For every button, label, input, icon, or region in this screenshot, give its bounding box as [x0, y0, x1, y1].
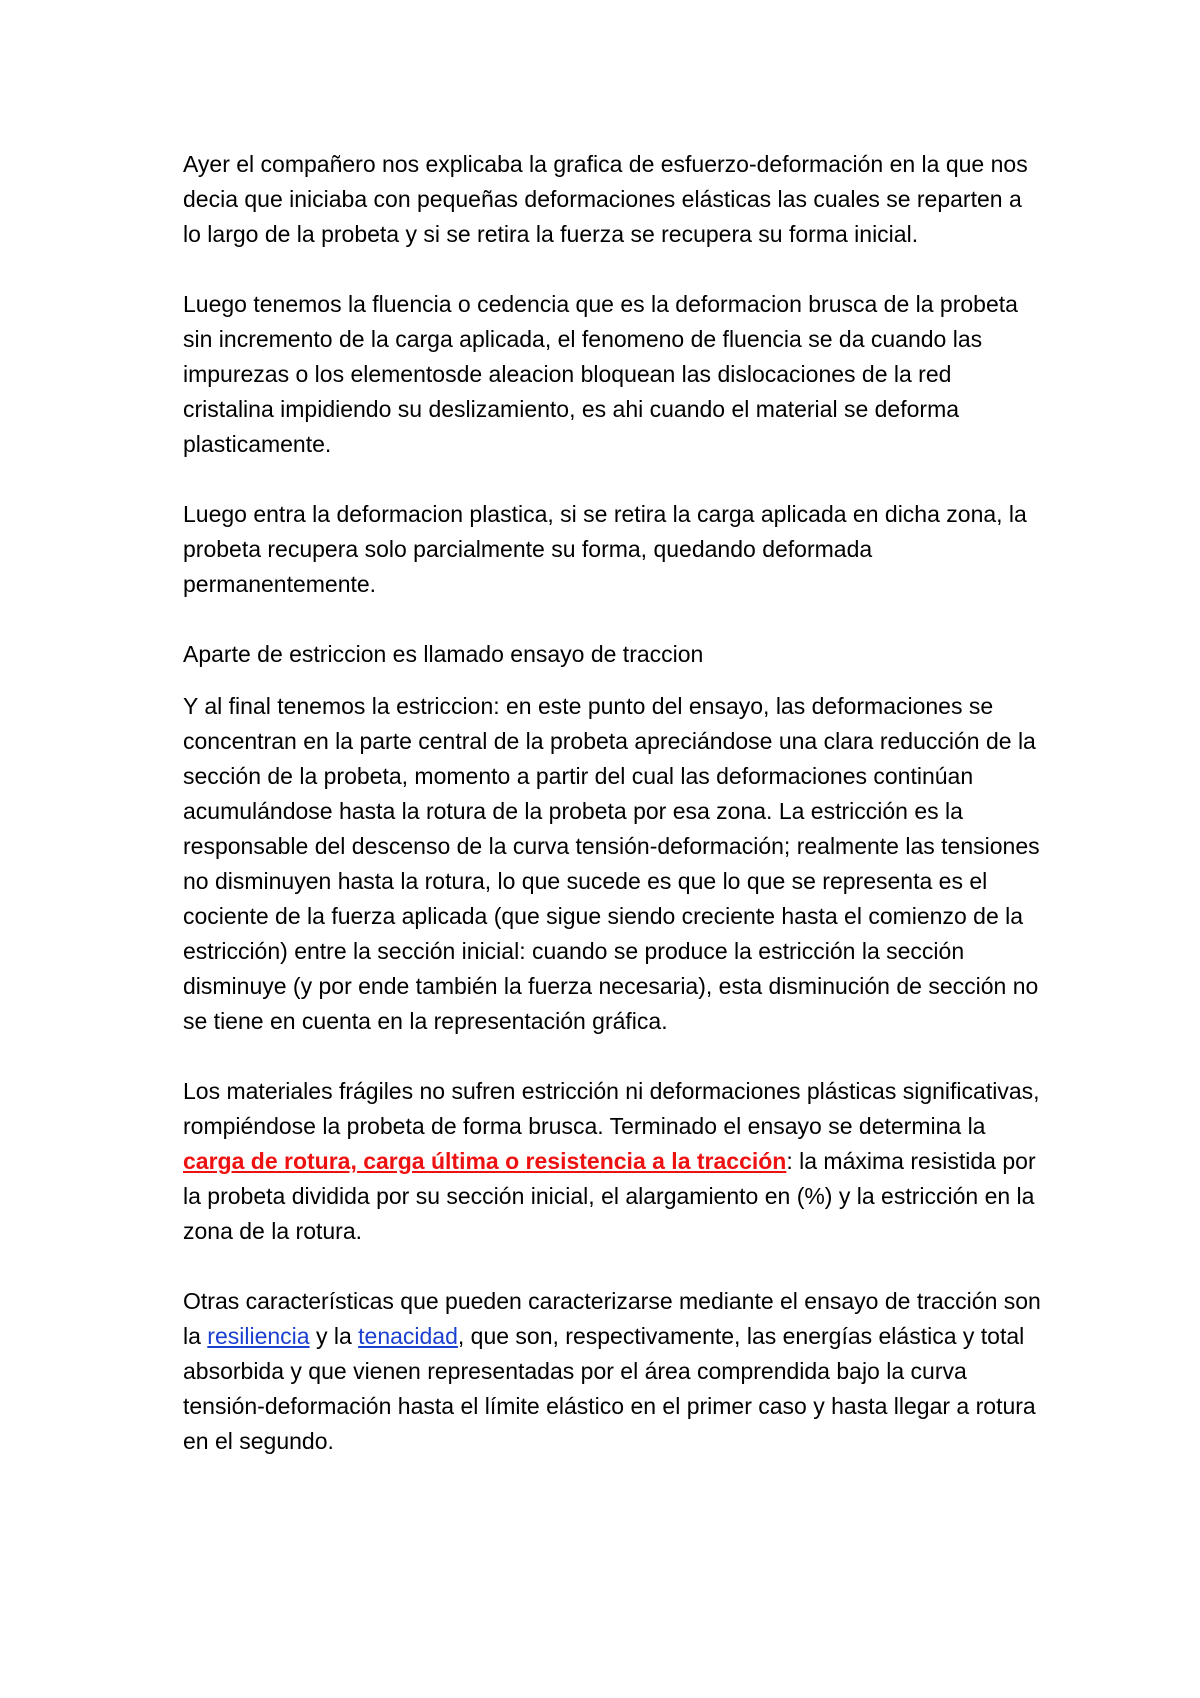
paragraph-ensayo-traccion: Aparte de estriccion es llamado ensayo de traccion — [183, 641, 704, 667]
paragraph-deformacion-plastica: Luego entra la deformacion plastica, si se retira la carga aplicada en dicha zona, la probeta recupera solo parcialmente su forma, quedando deformada permanentemente. — [183, 501, 1027, 597]
paragraph-estriccion: Y al final tenemos la estriccion: en este punto del ensayo, las deformaciones se concentran en la parte central de la probeta apreciándose una clara reducción de la sección de la probeta, momento a partir del cual las deformaciones continúan acumulándose hasta la rotura de la probeta por esa zona. La estricción es la responsable del descenso de la curva tensión-deformación; realmente las tensiones no disminuyen hasta la rotura, lo que sucede es que lo que se representa es el cociente de la fuerza aplicada (que sigue siendo creciente hasta el comienzo de la estricción) entre la sección inicial: cuando se produce la estricción la sección disminuye (y por ende también la fuerza necesaria), esta disminución de sección no se tiene en cuenta en la representación gráfica. — [183, 693, 1040, 1034]
link-resiliencia[interactable]: resiliencia — [207, 1323, 310, 1349]
link-carga-de-rotura[interactable]: carga de rotura, carga última o resistencia a la tracción — [183, 1148, 787, 1174]
document-body — [183, 147, 1043, 1494]
link-tenacidad[interactable]: tenacidad — [358, 1323, 458, 1349]
text-otras-before: Otras características que pueden caracterizarse mediante el ensayo de tracción son la — [183, 1288, 1041, 1349]
text-otras-after: , que son, respectivamente, las energías elástica y total absorbida y que vienen representadas por el área comprendida bajo la curva tensión-deformación hasta el límite elástico en el primer caso y hasta llegar a rotura en el segundo. — [183, 1323, 1036, 1454]
paragraph-otras-caracteristicas — [183, 1284, 1043, 1459]
paragraph-materiales-fragiles — [183, 1074, 1043, 1249]
text-fragiles-after: : la máxima resistida por la probeta dividida por su sección inicial, el alargamiento en (%) y la estricción en la zona de la rotura. — [183, 1148, 1036, 1244]
paragraph-fluencia: Luego tenemos la fluencia o cedencia que es la deformacion brusca de la probeta sin incremento de la carga aplicada, el fenomeno de fluencia se da cuando las impurezas o los elementosde aleacion bloquean las dislocaciones de la red cristalina impidiendo su deslizamiento, es ahi cuando el material se deforma plasticamente. — [183, 291, 1018, 457]
text-otras-middle: y la — [309, 1323, 359, 1349]
text-fragiles-before: Los materiales frágiles no sufren estricción ni deformaciones plásticas significativas, rompiéndose la probeta de forma brusca. Terminado el ensayo se determina la — [183, 1078, 1040, 1139]
paragraph-intro: Ayer el compañero nos explicaba la grafica de esfuerzo-deformación en la que nos decia que iniciaba con pequeñas deformaciones elásticas las cuales se reparten a lo largo de la probeta y si se retira la fuerza se recupera su forma inicial. — [183, 151, 1028, 247]
